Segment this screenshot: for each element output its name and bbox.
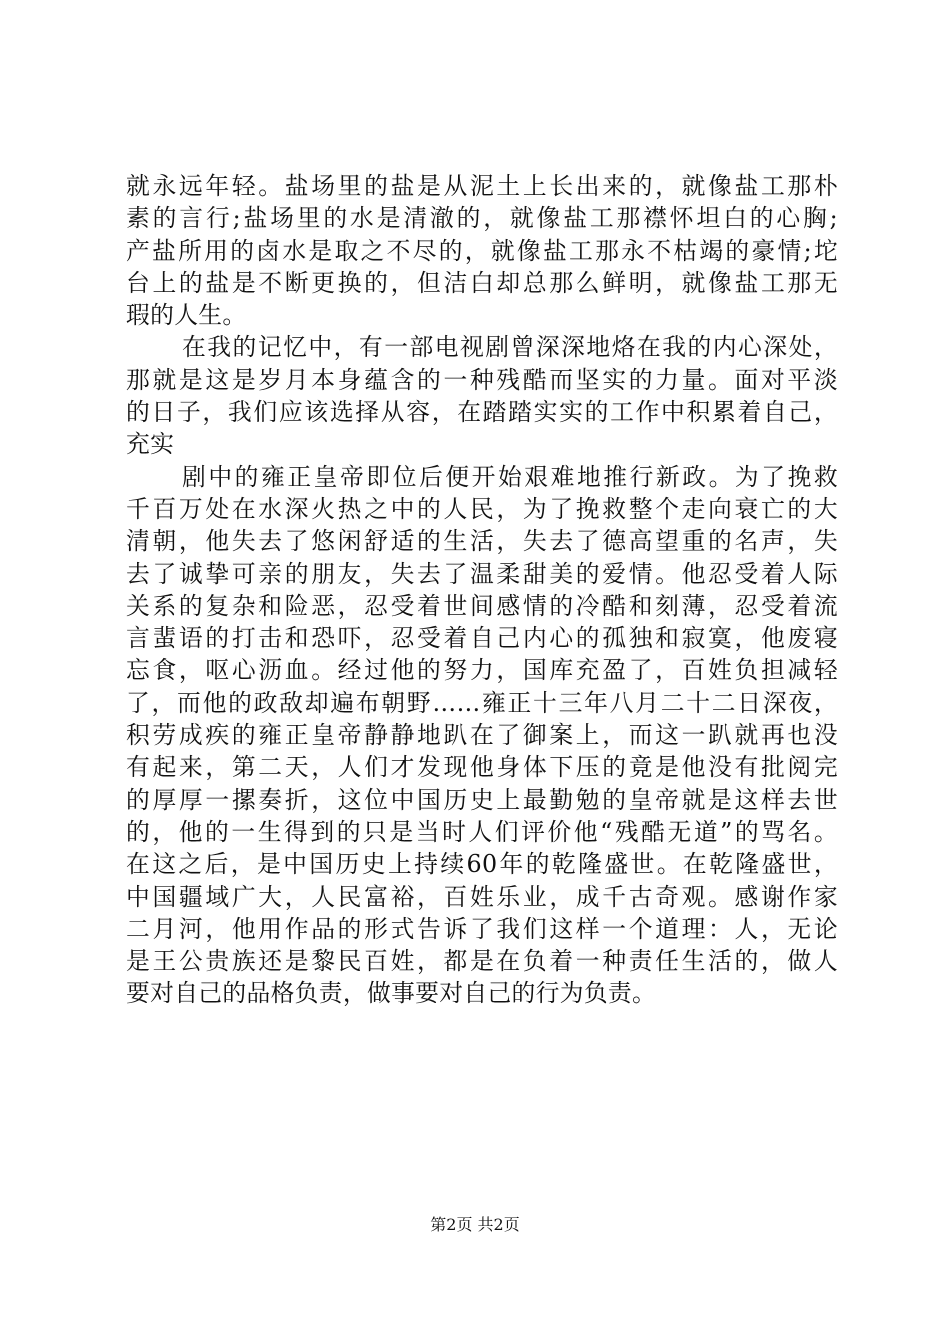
text-line: 千百万处在水深火热之中的人民，为了挽救整个走向衰亡的大 — [126, 494, 838, 523]
text-line: 去了诚挚可亲的朋友，失去了温柔甜美的爱情。他忍受着人际 — [126, 559, 838, 588]
text-line: 在我的记忆中，有一部电视剧曾深深地烙在我的内心深处， — [182, 333, 838, 362]
text-line: 积劳成疾的雍正皇帝静静地趴在了御案上，而这一趴就再也没 — [126, 721, 838, 750]
paragraph — [126, 331, 838, 460]
page-footer: 第2页 共2页 — [430, 1215, 520, 1234]
text-line: 忘食，呕心沥血。经过他的努力，国库充盈了，百姓负担减轻 — [126, 656, 838, 685]
text-line: 产盐所用的卤水是取之不尽的，就像盐工那永不枯竭的豪情;坨 — [126, 236, 838, 265]
text-line: 是王公贵族还是黎民百姓，都是在负着一种责任生活的，做人 — [126, 947, 838, 976]
text-line: 充实 — [126, 430, 175, 459]
text-line: 了，而他的政敌却遍布朝野……雍正十三年八月二十二日深夜， — [126, 688, 838, 717]
text-line: 素的言行;盐场里的水是清澈的，就像盐工那襟怀坦白的心胸; — [126, 204, 838, 233]
text-line: 在这之后，是中国历史上持续60年的乾隆盛世。在乾隆盛世， — [126, 850, 838, 879]
paragraph — [126, 170, 838, 331]
text-line: 的厚厚一摞奏折，这位中国历史上最勤勉的皇帝就是这样去世 — [126, 785, 838, 814]
text-line: 就永远年轻。盐场里的盐是从泥土上长出来的，就像盐工那朴 — [126, 172, 838, 200]
text-line: 有起来，第二天，人们才发现他身体下压的竟是他没有批阅完 — [126, 753, 838, 782]
text-line: 中国疆域广大，人民富裕，百姓乐业，成千古奇观。感谢作家 — [126, 882, 838, 911]
text-line: 那就是这是岁月本身蕴含的一种残酷而坚实的力量。面对平淡 — [126, 365, 838, 394]
text-line: 的，他的一生得到的只是当时人们评价他“残酷无道”的骂名。 — [126, 817, 838, 846]
text-line: 二月河，他用作品的形式告诉了我们这样一个道理：人，无论 — [126, 914, 838, 943]
text-line: 剧中的雍正皇帝即位后便开始艰难地推行新政。为了挽救 — [182, 462, 838, 491]
body-text — [126, 170, 838, 1010]
text-line: 的日子，我们应该选择从容，在踏踏实实的工作中积累着自己， — [126, 398, 838, 427]
text-line: 台上的盐是不断更换的，但洁白却总那么鲜明，就像盐工那无 — [126, 268, 838, 297]
text-line: 清朝，他失去了悠闲舒适的生活，失去了德高望重的名声，失 — [126, 527, 838, 556]
text-line: 瑕的人生。 — [126, 301, 247, 330]
text-line: 言蜚语的打击和恐吓，忍受着自己内心的孤独和寂寞，他废寝 — [126, 624, 838, 653]
text-line: 关系的复杂和险恶，忍受着世间感情的冷酷和刻薄，忍受着流 — [126, 591, 838, 620]
paragraph — [126, 461, 838, 1010]
text-line: 要对自己的品格负责，做事要对自己的行为负责。 — [126, 979, 657, 1008]
